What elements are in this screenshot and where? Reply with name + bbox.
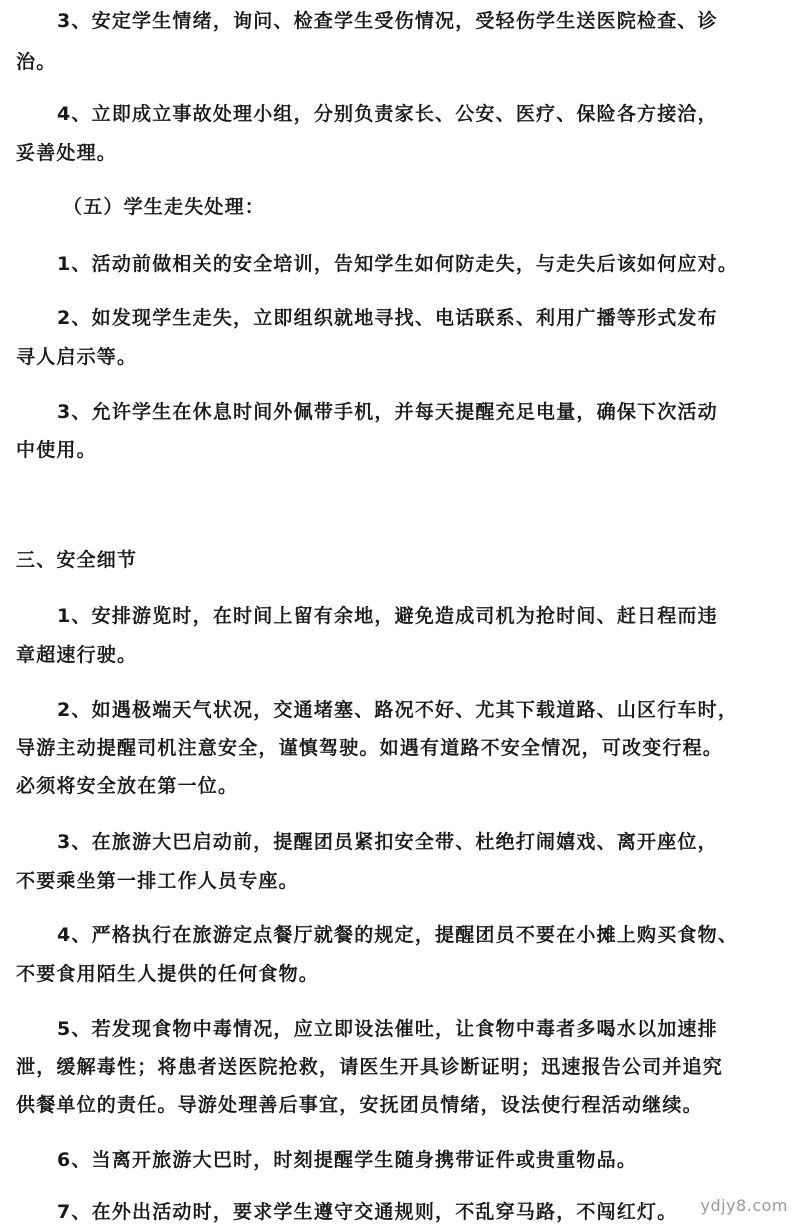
paragraph-line: 3、安定学生情绪，询问、检查学生受伤情况，受轻伤学生送医院检查、诊 xyxy=(57,10,718,32)
paragraph-line: 必须将安全放在第一位。 xyxy=(16,775,239,797)
paragraph-line: 3、在旅游大巴启动前，提醒团员紧扣安全带、杜绝打闹嬉戏、离开座位， xyxy=(57,831,718,853)
paragraph-line: 5、若发现食物中毒情况，应立即设法催吐，让食物中毒者多喝水以加速排 xyxy=(57,1018,718,1040)
paragraph-line: 寻人启示等。 xyxy=(16,346,138,368)
section-subheading: （五）学生走失处理： xyxy=(63,196,266,218)
paragraph-line: 1、安排游览时，在时间上留有余地，避免造成司机为抢时间、赶日程而违 xyxy=(57,605,718,627)
paragraph-line: 6、当离开旅游大巴时，时刻提醒学生随身携带证件或贵重物品。 xyxy=(57,1149,638,1171)
paragraph-line: 2、如遇极端天气状况，交通堵塞、路况不好、尤其下载道路、山区行车时， xyxy=(57,699,739,721)
paragraph-line: 4、立即成立事故处理小组，分别负责家长、公安、医疗、保险各方接洽， xyxy=(57,103,718,125)
paragraph-line: 妥善处理。 xyxy=(16,142,118,164)
paragraph-line: 1、活动前做相关的安全培训，告知学生如何防走失，与走失后该如何应对。 xyxy=(57,253,739,275)
paragraph-line: 治。 xyxy=(16,51,57,73)
paragraph-line: 7、在外出活动时，要求学生遵守交通规则，不乱穿马路，不闯红灯。 xyxy=(57,1201,678,1223)
paragraph-line: 导游主动提醒司机注意安全，谨慎驾驶。如遇有道路不安全情况，可改变行程。 xyxy=(16,737,724,759)
paragraph-line: 3、允许学生在休息时间外佩带手机，并每天提醒充足电量，确保下次活动 xyxy=(57,401,718,423)
paragraph-line: 供餐单位的责任。导游处理善后事宜，安抚团员情绪，设法使行程活动继续。 xyxy=(16,1094,703,1116)
paragraph-line: 2、如发现学生走失，立即组织就地寻找、电话联系、利用广播等形式发布 xyxy=(57,307,718,329)
paragraph-line: 4、严格执行在旅游定点餐厅就餐的规定，提醒团员不要在小摊上购买食物、 xyxy=(57,924,739,946)
site-watermark: ydjy8.com xyxy=(700,1196,788,1215)
paragraph-line: 中使用。 xyxy=(16,439,97,461)
paragraph-line: 不要乘坐第一排工作人员专座。 xyxy=(16,870,299,892)
paragraph-line: 泄，缓解毒性；将患者送医院抢救，请医生开具诊断证明；迅速报告公司并追究 xyxy=(16,1056,724,1078)
paragraph-line: 不要食用陌生人提供的任何食物。 xyxy=(16,963,320,985)
paragraph-line: 章超速行驶。 xyxy=(16,644,138,666)
section-heading: 三、安全细节 xyxy=(16,549,138,571)
